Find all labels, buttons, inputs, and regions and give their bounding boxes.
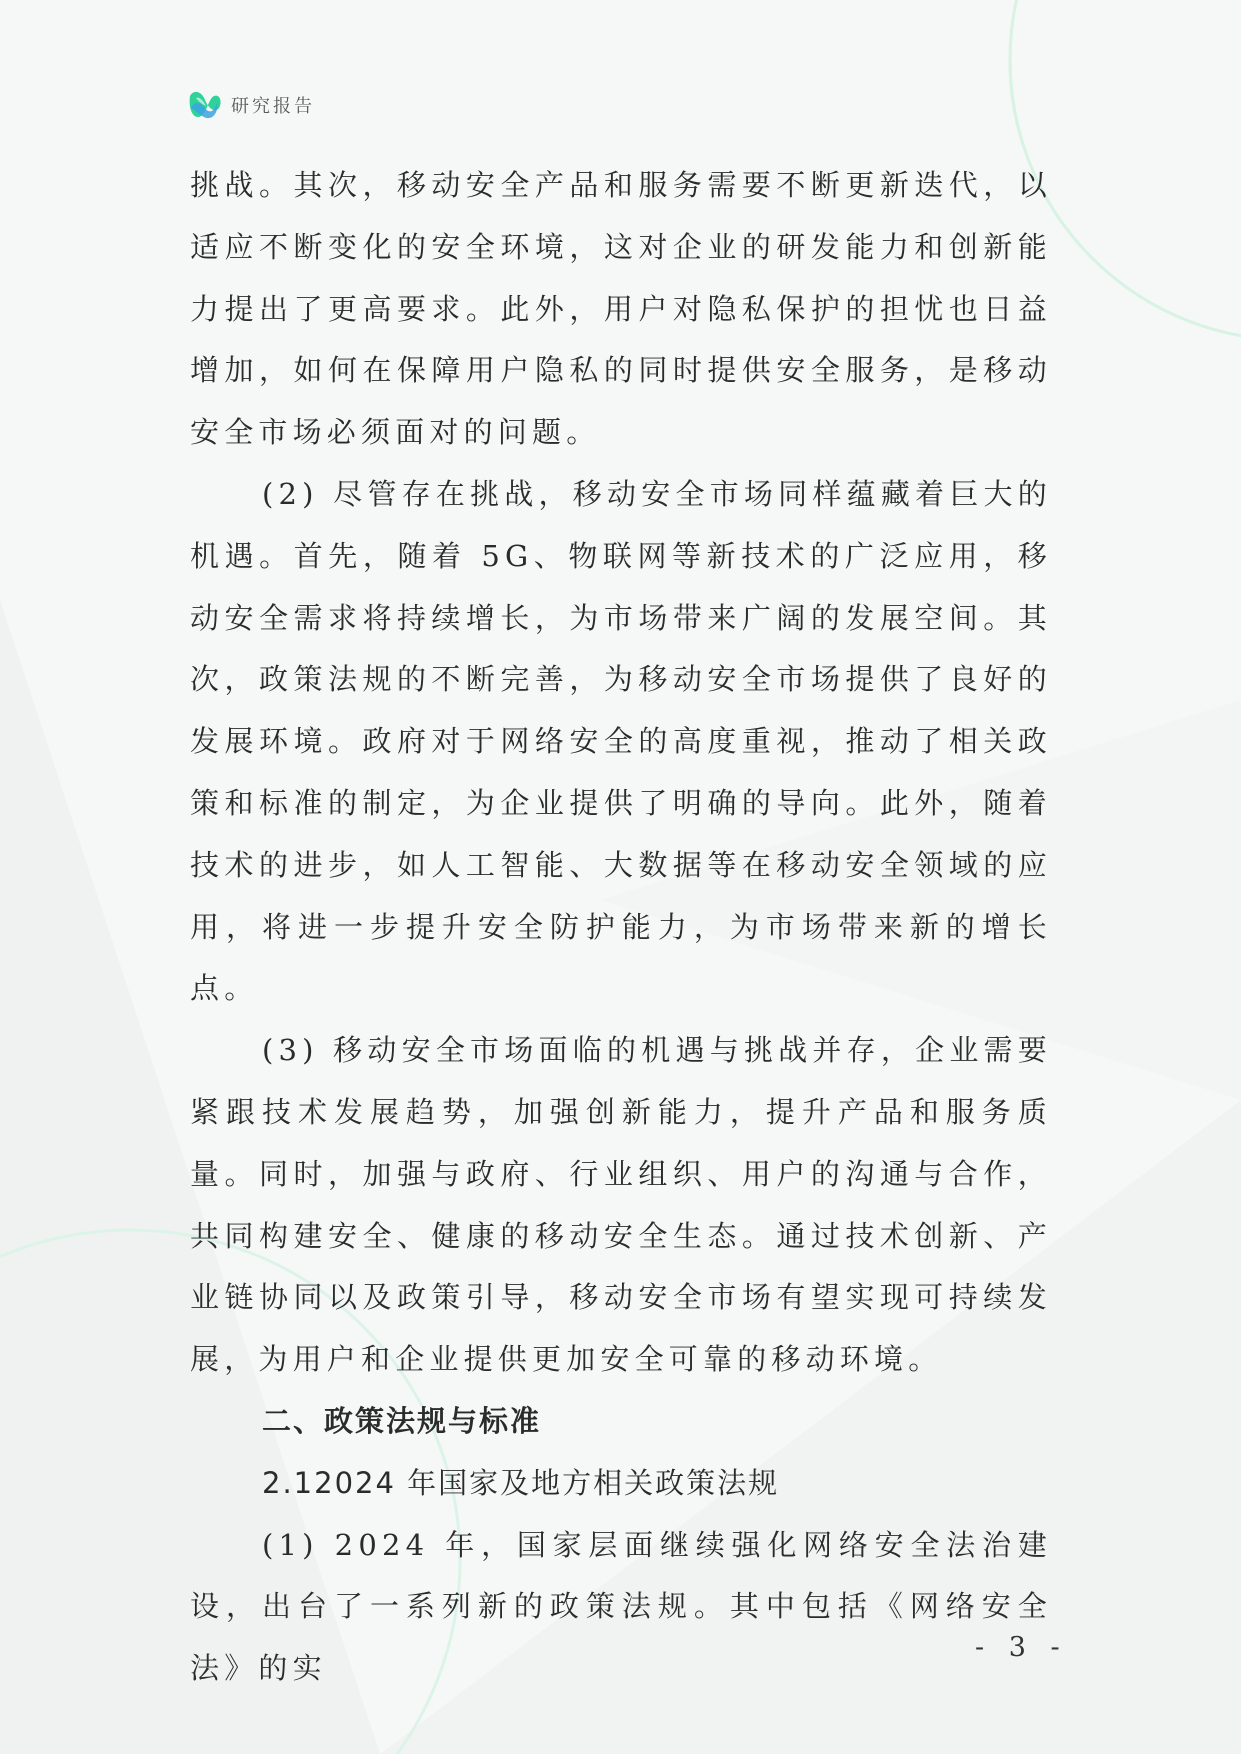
paragraph-continued: 挑战。其次，移动安全产品和服务需要不断更新迭代，以适应不断变化的安全环境，这对企业的研发能力和创新能力提出了更高要求。此外，用户对隐私保护的担忧也日益增加，如何在保障用户隐私的同时提供安全服务，是移动安全市场必须面对的问题。 <box>190 168 1052 450</box>
document-header <box>187 88 315 122</box>
paragraph-4: (1) 2024 年，国家层面继续强化网络安全法治建设，出台了一系列新的政策法规。其中包括《网络安全法》的实 <box>190 1527 1052 1686</box>
section-heading: 二、政策法规与标准 <box>262 1403 542 1438</box>
header-label: 研究报告 <box>231 96 315 117</box>
report-brand-logo-icon <box>187 88 223 122</box>
page-number: - 3 - <box>975 1632 1068 1663</box>
paragraph-3: (3) 移动安全市场面临的机遇与挑战并存，企业需要紧跟技术发展趋势，加强创新能力，提升产品和服务质量。同时，加强与政府、行业组织、用户的沟通与合作，共同构建安全、健康的移动安全生态。通过技术创新、产业链协同以及政策引导，移动安全市场有望实现可持续发展，为用户和企业提供更加安全可靠的移动环境。 <box>190 1033 1052 1377</box>
subsection-heading: 2.12024 年国家及地方相关政策法规 <box>262 1465 780 1500</box>
paragraph-2: (2) 尽管存在挑战，移动安全市场同样蕴藏着巨大的机遇。首先，随着 5G、物联网等新技术的广泛应用，移动安全需求将持续增长，为市场带来广阔的发展空间。其次，政策法规的不断完善，为移动安全市场提供了良好的发展环境。政府对于网络安全的高度重视，推动了相关政策和标准的制定，为企业提供了明确的导向。此外，随着技术的进步，如人工智能、大数据等在移动安全领域的应用，将进一步提升安全防护能力，为市场带来新的增长点。 <box>190 476 1052 1006</box>
document-body <box>190 155 1052 1700</box>
